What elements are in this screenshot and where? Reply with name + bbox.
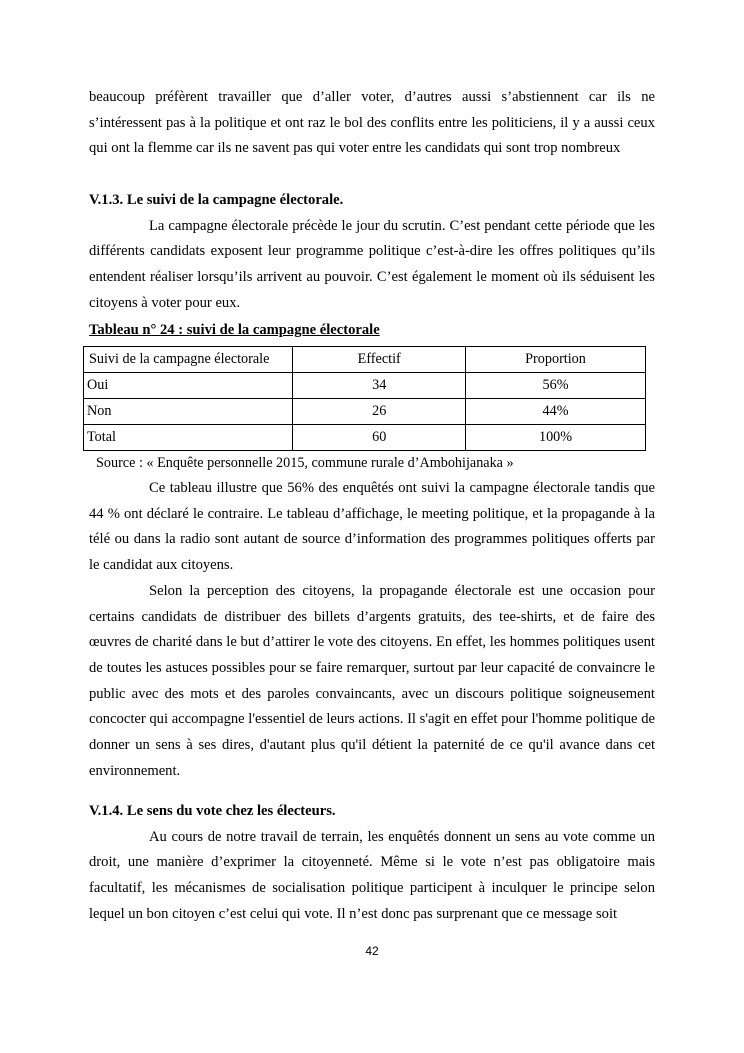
campaign-table [83, 346, 646, 451]
table-header-cell: Effectif [293, 347, 466, 373]
table-cell: 44% [466, 399, 646, 425]
table-cell: Non [84, 399, 293, 425]
table-cell: 60 [293, 425, 466, 451]
page-number: 42 [365, 944, 379, 958]
section-v13-heading: V.1.3. Le suivi de la campagne électorale. [89, 192, 344, 208]
table-row [84, 373, 646, 399]
section-v13-paragraph: La campagne électorale précède le jour du scrutin. C’est pendant cette période que les différents candidats exposent leur programme politique c’est-à-dire les offres politiques qu’ils entendent réaliser lorsqu’ils arrivent au pouvoir. C’est également le moment où ils séduisent les citoyens à voter pour eux. [89, 217, 655, 311]
table-source: Source : « Enquête personnelle 2015, commune rurale d’Ambohijanaka » [96, 455, 514, 471]
table-header-cell: Suivi de la campagne électorale [84, 347, 293, 373]
table-cell: 100% [466, 425, 646, 451]
table-cell: 56% [466, 373, 646, 399]
section-v13 [89, 188, 655, 317]
table-header-cell: Proportion [466, 347, 646, 373]
section-v14 [89, 799, 655, 928]
intro-paragraph: beaucoup préfèrent travailler que d’aller voter, d’autres aussi s’abstiennent car ils ne s’intéressent pas à la politique et ont raz le bol des conflits entre les politiciens, il y a aussi ceux qui ont la flemme car ils ne savent pas qui voter entre les candidats qui sont trop nombreux [89, 89, 655, 157]
analysis-block [89, 476, 655, 784]
table-cell: 34 [293, 373, 466, 399]
intro-block [89, 85, 655, 162]
table-row [84, 425, 646, 451]
analysis-paragraph-1: Ce tableau illustre que 56% des enquêtés ont suivi la campagne électorale tandis que 44 % ont déclaré le contraire. Le tableau d’affichage, le meeting politique, et la propagande à la télé ou dans la radio sont autant de source d’information des programmes politiques offerts par le candidat aux citoyens. [89, 480, 655, 574]
table-header-row [84, 347, 646, 373]
table-cell: 26 [293, 399, 466, 425]
section-v14-paragraph: Au cours de notre travail de terrain, les enquêtés donnent un sens au vote comme un droit, une manière d’exprimer la citoyenneté. Même si le vote n’est pas obligatoire mais facultatif, les mécanismes de socialisation politique participent à inculquer le principe selon lequel un bon citoyen c’est celui qui vote. Il n’est donc pas surprenant que ce message soit [89, 828, 655, 922]
table-caption: Tableau n° 24 : suivi de la campagne électorale [89, 322, 380, 338]
table-cell: Total [84, 425, 293, 451]
analysis-paragraph-2: Selon la perception des citoyens, la propagande électorale est une occasion pour certains candidats de distribuer des billets d’argents gratuits, des tee-shirts, et de faire des œuvres de charité dans le but d’attirer le vote des citoyens. En effet, les hommes politiques usent de toutes les astuces possibles pour se faire remarquer, surtout par leur capacité de convaincre le public avec des mots et des paroles convaincants, avec un discours politique soigneusement concocter qui accompagne l'essentiel de leurs actions. Il s'agit en effet pour l'homme politique de donner un sens à ses dires, d'autant plus qu'il détient la paternité de ce qu'il avance dans cet environnement. [89, 582, 655, 779]
table-row [84, 399, 646, 425]
section-v14-heading: V.1.4. Le sens du vote chez les électeurs. [89, 803, 336, 819]
table-cell: Oui [84, 373, 293, 399]
